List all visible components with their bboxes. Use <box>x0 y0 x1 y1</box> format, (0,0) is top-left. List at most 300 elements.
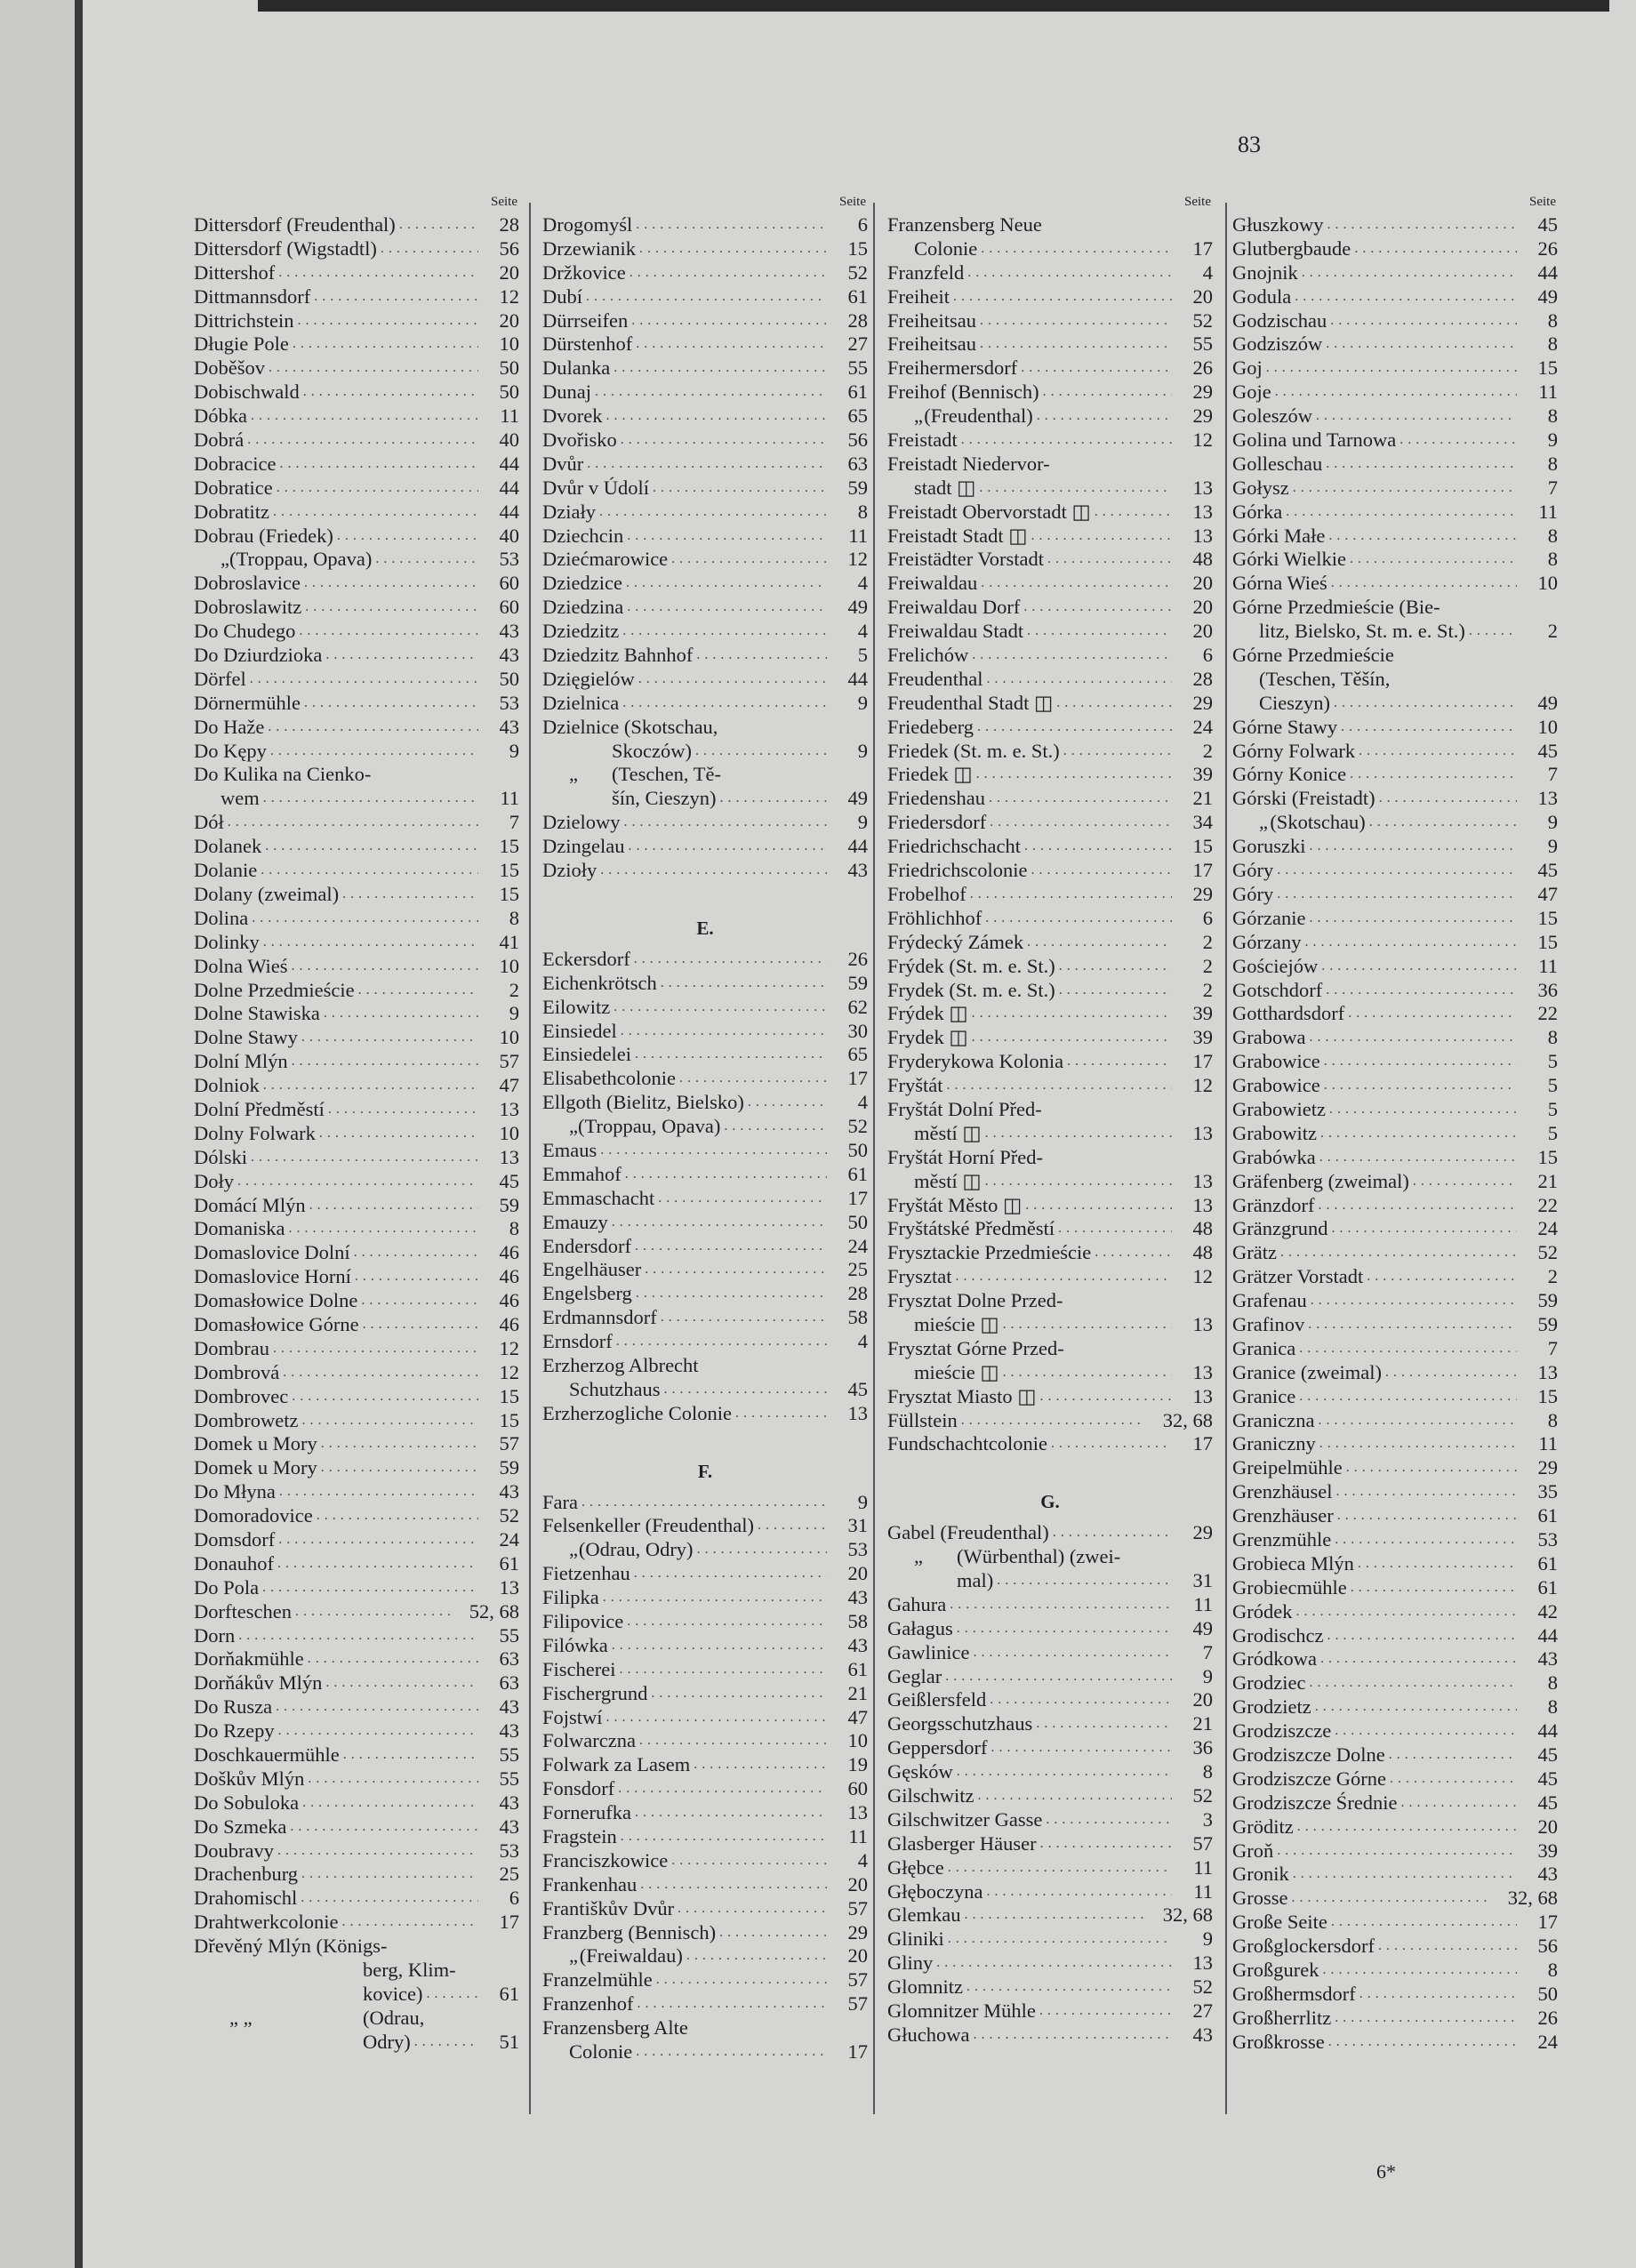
index-entry-line <box>1232 1002 1558 1026</box>
index-entry-line <box>194 883 519 907</box>
index-entry-line <box>1232 955 1558 979</box>
index-entry <box>194 1026 519 1050</box>
dot-leader <box>289 333 478 357</box>
entry-name: Dzielnica <box>542 691 620 714</box>
index-entry <box>194 501 519 525</box>
dot-leader <box>257 859 478 883</box>
index-entry <box>1232 740 1558 764</box>
index-entry-line <box>542 996 868 1020</box>
index-entry <box>542 1897 868 1921</box>
entry-name: Do Chudego <box>194 620 296 643</box>
index-entry-line <box>194 1647 519 1671</box>
index-entry <box>1232 1241 1558 1265</box>
entry-name: Felsenkeller (Freudenthal) <box>542 1514 755 1537</box>
index-entry-line <box>1232 931 1558 955</box>
dot-leader <box>1037 1385 1173 1409</box>
entry-name: Fragstein <box>542 1825 617 1847</box>
page-reference: 13 <box>1192 524 1213 547</box>
index-entry-line <box>542 213 868 237</box>
entry-name: Folwarczna <box>542 1729 636 1752</box>
dot-leader <box>982 1170 1172 1194</box>
page-reference: 45 <box>499 1169 519 1192</box>
page-reference: 59 <box>847 971 868 994</box>
entry-name: Frelichów <box>887 644 969 667</box>
entry-name: Dittersdorf (Wigstadtl) <box>194 236 377 260</box>
page-reference: 60 <box>847 1777 868 1800</box>
page-reference: 6 <box>1202 644 1213 667</box>
index-entry-line <box>194 835 519 859</box>
dot-leader <box>982 1122 1172 1146</box>
dot-leader <box>339 883 478 907</box>
dot-leader <box>982 907 1172 931</box>
dot-leader <box>1023 931 1172 955</box>
dot-leader <box>317 1456 478 1480</box>
entry-name: Górski (Freistadt) <box>1232 787 1375 810</box>
index-entry-line <box>194 907 519 931</box>
index-entry <box>887 572 1213 596</box>
page-reference: 20 <box>499 309 519 332</box>
scan-top-edge <box>258 0 1609 12</box>
dot-leader <box>1037 1832 1172 1856</box>
entry-name: Greipelmühle <box>1232 1456 1343 1479</box>
index-entry-line <box>542 620 868 644</box>
dot-leader <box>716 1921 827 1945</box>
dot-leader <box>1306 835 1518 859</box>
page-reference: 4 <box>857 1848 868 1871</box>
entry-name: Grabowietz <box>1232 1097 1326 1120</box>
index-entry-line <box>887 572 1213 596</box>
index-entry-line <box>1232 477 1558 501</box>
page-reference: 26 <box>1537 236 1558 260</box>
index-entry <box>194 1313 519 1337</box>
index-entry <box>1232 1337 1558 1361</box>
dot-leader <box>1305 907 1517 931</box>
index-entry-line <box>194 1122 519 1146</box>
dot-leader <box>1055 979 1172 1003</box>
entry-name: Doběšov <box>194 357 265 380</box>
index-entry <box>542 572 868 596</box>
dot-leader <box>944 1927 1172 1951</box>
page-reference: 39 <box>1537 1839 1558 1862</box>
index-entry <box>194 1289 519 1313</box>
entry-name: Grafinov <box>1232 1312 1305 1335</box>
dot-leader <box>260 787 478 811</box>
dot-leader <box>694 1538 827 1562</box>
page-reference: 11 <box>1193 1592 1213 1615</box>
index-entry-line <box>1232 716 1558 740</box>
column-divider <box>873 203 875 2114</box>
entry-name: Frýdek ◫ <box>887 1002 968 1025</box>
index-entry <box>887 2000 1213 2024</box>
index-entry-line <box>887 1194 1213 1218</box>
entry-name: Dombrau <box>194 1336 269 1359</box>
page-reference: 17 <box>499 1911 519 1934</box>
page-reference: 59 <box>847 476 868 499</box>
page-reference: 5 <box>1547 1050 1558 1073</box>
index-entry <box>194 1074 519 1098</box>
index-entry-line <box>887 1665 1213 1689</box>
entry-name: Fojstwí <box>542 1705 603 1728</box>
index-entry-line <box>1232 1791 1558 1815</box>
entry-name: Großhermsdorf <box>1232 1982 1356 2005</box>
index-entry <box>542 1586 868 1610</box>
index-entry <box>194 572 519 596</box>
dot-leader <box>1363 1265 1517 1289</box>
index-entry <box>1232 1361 1558 1385</box>
page-reference: 51 <box>499 2030 519 2053</box>
page-reference: 13 <box>1192 1121 1213 1144</box>
page-reference: 43 <box>499 715 519 738</box>
index-entry <box>1232 405 1558 429</box>
index-entry-line <box>1232 1719 1558 1743</box>
dot-leader <box>1036 2000 1172 2024</box>
dot-leader <box>610 996 827 1020</box>
dot-leader <box>624 835 827 859</box>
page-reference: 61 <box>499 1551 519 1575</box>
page-reference: 65 <box>847 405 868 428</box>
dot-leader <box>985 787 1172 811</box>
entry-name: Dobischwald <box>194 381 300 404</box>
entry-name: Gränzdorf <box>1232 1193 1315 1216</box>
entry-name: Freiheitsau <box>887 309 976 332</box>
page-reference: 40 <box>499 429 519 452</box>
index-entry <box>542 1538 868 1562</box>
page-reference: 13 <box>1537 787 1558 810</box>
index-entry-line <box>887 1217 1213 1241</box>
page-reference: 15 <box>847 236 868 260</box>
entry-name: Dolany (zweimal) <box>194 882 340 905</box>
page-reference: 49 <box>1537 691 1558 714</box>
index-entry-line <box>1232 835 1558 859</box>
page-reference: 43 <box>1192 2023 1213 2046</box>
page-reference: 7 <box>1547 763 1558 786</box>
page-reference: 55 <box>499 1767 519 1790</box>
entry-name: Erzherzogliche Colonie <box>542 1401 733 1424</box>
index-entry-line <box>194 787 519 811</box>
entry-name: Franzenhof <box>542 1992 634 2016</box>
entry-name: Dörnermühle <box>194 691 301 714</box>
index-entry <box>542 692 868 716</box>
entry-name: Dolní Mlýn <box>194 1050 288 1073</box>
entry-name: Gahura <box>887 1592 947 1615</box>
dot-leader <box>630 1562 827 1586</box>
entry-name: Dzielowy <box>542 811 621 834</box>
index-entry <box>887 1026 1213 1050</box>
index-entry-line <box>542 1491 868 1515</box>
index-entry-line <box>887 1808 1213 1832</box>
page-reference: 52 <box>847 1115 868 1138</box>
entry-name: Dziećmarowice <box>542 548 669 571</box>
dot-leader <box>973 763 1172 787</box>
index-entry <box>1232 835 1558 859</box>
index-entry-line <box>194 381 519 405</box>
page-reference: 9 <box>1547 835 1558 858</box>
index-entry-line <box>1232 1289 1558 1313</box>
entry-name: Gródek <box>1232 1599 1293 1623</box>
entry-name: Erzherzog Albrecht <box>542 1353 699 1376</box>
entry-name: Großherrlitz <box>1232 2006 1332 2029</box>
dot-leader <box>623 525 827 549</box>
index-entry <box>194 907 519 931</box>
index-entry-line <box>887 740 1213 764</box>
page-reference: 32, 68 <box>1162 1903 1213 1927</box>
index-entry-line <box>542 596 868 620</box>
page-reference: 13 <box>499 1097 519 1120</box>
entry-name: Graniczny <box>1232 1432 1316 1455</box>
entry-name: Emmaschacht <box>542 1186 655 1209</box>
entry-name: Goje <box>1232 381 1271 404</box>
index-entry <box>542 1777 868 1801</box>
page-reference: 32, 68 <box>1507 1887 1558 1910</box>
index-entry-line <box>1232 907 1558 931</box>
page-reference: 11 <box>848 1825 868 1847</box>
page-reference: 62 <box>847 995 868 1018</box>
index-entry-line <box>542 1753 868 1777</box>
page-reference: 15 <box>499 835 519 858</box>
page-reference: 61 <box>847 381 868 404</box>
page-reference: 21 <box>847 1681 868 1704</box>
page-reference: 36 <box>1537 978 1558 1001</box>
page-reference: 13 <box>1192 1384 1213 1407</box>
entry-name: Gotthardsdorf <box>1232 1002 1345 1025</box>
dot-leader <box>1326 1098 1517 1122</box>
dot-leader <box>298 1409 478 1433</box>
dot-leader <box>1351 237 1517 261</box>
dot-leader <box>583 453 827 477</box>
index-entry-line <box>194 692 519 716</box>
entry-name: Goj <box>1232 357 1263 380</box>
page-reference: 15 <box>1537 1145 1558 1168</box>
page-reference: 11 <box>1193 1879 1213 1903</box>
index-entry <box>887 1050 1213 1074</box>
entry-name: Gränzgrund <box>1232 1217 1328 1240</box>
index-entry <box>542 1306 868 1330</box>
index-entry <box>194 859 519 883</box>
index-entry <box>194 1050 519 1074</box>
entry-name: Grobieca Mlýn <box>1232 1551 1354 1575</box>
dot-leader <box>267 740 478 764</box>
entry-name: Frydek (St. m. e. St.) <box>887 978 1055 1001</box>
index-entry <box>542 1992 868 2016</box>
index-entry-line <box>194 1241 519 1265</box>
page-reference: 4 <box>857 1330 868 1353</box>
index-entry <box>542 477 868 501</box>
page-reference: 40 <box>499 524 519 547</box>
index-entry-line <box>887 1385 1213 1409</box>
index-entry <box>542 948 868 972</box>
index-entry-line <box>194 1624 519 1648</box>
entry-name: (Skotschau) <box>1270 811 1366 834</box>
dot-leader <box>1017 357 1172 381</box>
index-entry <box>194 1265 519 1289</box>
page-number: 83 <box>1238 132 1261 157</box>
index-entry-line <box>194 931 519 955</box>
entry-name: Colonie <box>569 2040 633 2064</box>
page-reference: 46 <box>499 1289 519 1312</box>
index-entry <box>542 213 868 237</box>
entry-name: Friedrichscolonie <box>887 859 1028 882</box>
dot-leader <box>617 1020 827 1044</box>
page-reference: 48 <box>1192 1217 1213 1240</box>
page-reference: 43 <box>499 1719 519 1743</box>
index-entry-line <box>887 453 1213 477</box>
index-entry <box>1232 1887 1558 1911</box>
index-entry-line <box>1232 596 1558 620</box>
index-entry-line <box>194 548 519 572</box>
entry-name: Do Rzepy <box>194 1719 275 1743</box>
index-entry <box>887 596 1213 620</box>
dot-leader <box>1295 1385 1517 1409</box>
dot-leader <box>964 261 1172 285</box>
page-reference: 20 <box>1192 572 1213 595</box>
index-entry-line <box>542 1402 868 1426</box>
index-entry <box>542 1634 868 1658</box>
page-reference: 20 <box>1192 596 1213 619</box>
index-entry <box>887 787 1213 811</box>
page-reference: 13 <box>847 1401 868 1424</box>
index-entry <box>887 1712 1213 1736</box>
entry-name: Dittrichstein <box>194 309 294 332</box>
entry-name: Franciszkowice <box>542 1848 669 1871</box>
entry-name: Do Kulika na Cienko- <box>194 763 372 786</box>
index-column-2 <box>542 190 868 2064</box>
index-entry-line <box>887 1098 1213 1122</box>
index-entry-line <box>194 644 519 668</box>
index-entry <box>1232 1170 1558 1194</box>
index-entry <box>542 237 868 261</box>
index-entry <box>1232 1217 1558 1241</box>
index-entry <box>887 1217 1213 1241</box>
index-entry-line <box>887 1593 1213 1617</box>
column-divider <box>529 203 531 2114</box>
page-reference: 28 <box>847 309 868 332</box>
index-entry-line <box>194 1337 519 1361</box>
entry-name: (Freiwaldau) <box>579 1944 683 1967</box>
dot-leader <box>340 1743 478 1767</box>
page-reference: 53 <box>499 548 519 571</box>
index-entry-line <box>1232 2031 1558 2055</box>
index-entry-line <box>1232 548 1558 572</box>
dot-leader <box>975 477 1172 501</box>
index-entry-line <box>1232 1146 1558 1170</box>
entry-name: (Odrau, <box>363 2006 425 2029</box>
page-reference: 43 <box>499 620 519 643</box>
entry-name: Dobrá <box>194 429 245 452</box>
index-entry-line <box>194 1170 519 1194</box>
index-entry <box>887 429 1213 453</box>
index-entry <box>887 1903 1213 1927</box>
index-entry <box>194 1743 519 1767</box>
dot-leader <box>288 1050 478 1074</box>
page-reference: 8 <box>1547 333 1558 356</box>
index-entry-line <box>194 1959 519 1983</box>
entry-name: Godziszów <box>1232 333 1323 356</box>
index-entry <box>887 859 1213 883</box>
page-reference: 49 <box>847 787 868 810</box>
entry-name: Drzewianik <box>542 236 636 260</box>
index-entry-line <box>887 1712 1213 1736</box>
dot-leader <box>247 1146 478 1170</box>
index-column-3 <box>887 190 1213 2048</box>
page-reference: 13 <box>1192 1360 1213 1383</box>
entry-name: Freiwaldau <box>887 572 978 595</box>
index-entry <box>887 1098 1213 1146</box>
index-entry-line <box>542 763 868 787</box>
index-entry <box>1232 572 1558 596</box>
entry-name: litz, Bielsko, St. m. e. St.) <box>1259 620 1465 643</box>
index-entry <box>542 1753 868 1777</box>
dot-leader <box>613 1330 827 1354</box>
index-entry-line <box>1232 1863 1558 1887</box>
page-reference: 2 <box>1202 978 1213 1001</box>
dot-leader <box>952 1265 1173 1289</box>
entry-name: Frankenhau <box>542 1872 638 1895</box>
page-reference: 61 <box>1537 1504 1558 1527</box>
entry-name: Folwark za Lasem <box>542 1753 691 1776</box>
page-column-header: Seite <box>491 195 517 209</box>
page-reference: 61 <box>499 1982 519 2005</box>
entry-name: Frysztat Dolne Przed- <box>887 1289 1063 1312</box>
index-entry-line <box>887 1170 1213 1194</box>
index-entry-line <box>887 1617 1213 1641</box>
page-reference: 11 <box>848 524 868 547</box>
page-reference: 17 <box>847 2040 868 2064</box>
dot-leader <box>968 1002 1172 1026</box>
dot-leader <box>1053 692 1172 716</box>
index-entry-line <box>194 1839 519 1863</box>
page-reference: 5 <box>1547 1121 1558 1144</box>
dot-leader <box>1314 1409 1517 1433</box>
page-column-header: Seite <box>1184 195 1211 209</box>
index-entry <box>542 453 868 477</box>
page-reference: 12 <box>847 548 868 571</box>
index-entry-line <box>542 548 868 572</box>
dot-leader <box>615 1658 827 1682</box>
page-reference: 52 <box>1192 1784 1213 1807</box>
page-reference: 21 <box>1192 787 1213 810</box>
ditto-mark: „ <box>221 548 229 571</box>
page-reference: 59 <box>499 1456 519 1479</box>
index-entry <box>194 1767 519 1791</box>
entry-name: Dorňakmühle <box>194 1647 304 1671</box>
dot-leader <box>304 1647 478 1671</box>
page-reference: 12 <box>1192 1265 1213 1288</box>
dot-leader <box>298 1026 478 1050</box>
index-entry-line <box>1232 1480 1558 1504</box>
page-reference: 49 <box>1192 1616 1213 1639</box>
dot-leader <box>636 237 827 261</box>
dot-leader <box>1304 1313 1517 1337</box>
page-reference: 29 <box>847 1920 868 1943</box>
index-column-1 <box>194 190 519 2055</box>
index-entry <box>194 1002 519 1026</box>
index-entry <box>1232 1624 1558 1648</box>
index-entry-line <box>542 1729 868 1753</box>
index-entry <box>887 692 1213 716</box>
index-entry <box>887 740 1213 764</box>
dot-leader <box>1091 501 1172 525</box>
entry-name: Donauhof <box>194 1551 274 1575</box>
dot-leader <box>976 309 1172 333</box>
index-entry <box>194 1146 519 1170</box>
index-entry-line <box>542 1235 868 1259</box>
dot-leader <box>623 1610 827 1634</box>
dot-leader <box>1325 525 1517 549</box>
index-entry <box>1232 979 1558 1003</box>
index-entry-line <box>542 692 868 716</box>
dot-leader <box>974 716 1172 740</box>
dot-leader <box>301 692 478 716</box>
